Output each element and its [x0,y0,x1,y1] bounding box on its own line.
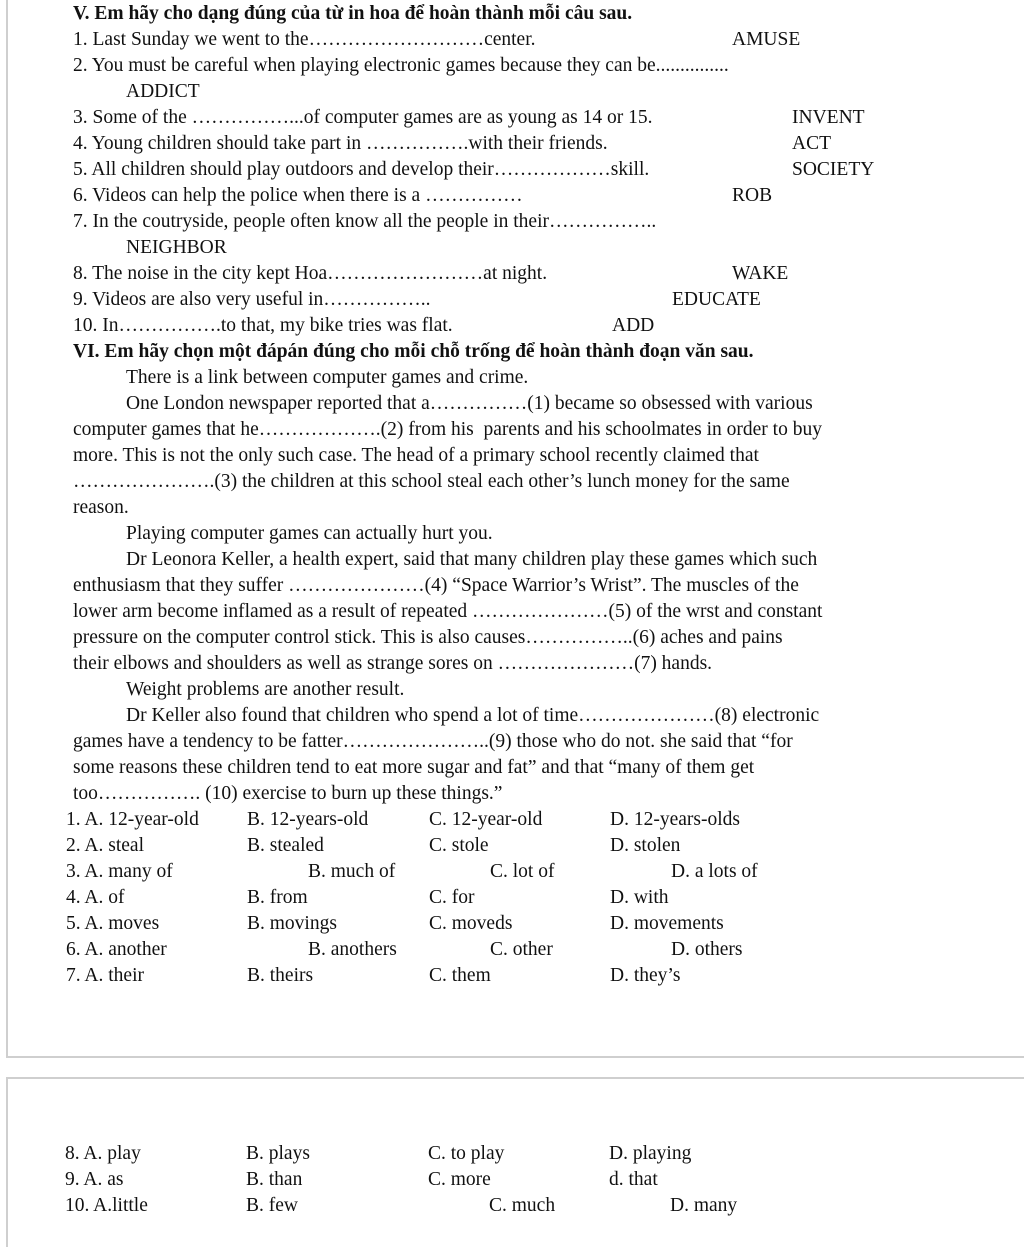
exercise-5-item-1: 1. Last Sunday we went to the………………………center. [73,29,536,50]
option-8c: C. to play [428,1143,505,1164]
exercise-5-item-5: 5. All children should play outdoors and develop their………………skill. [73,159,650,180]
exercise-5-word-10: ADD [612,315,655,336]
option-10c: C. much [489,1195,556,1216]
document-page-1 [6,0,1024,1058]
option-3b: B. much of [308,861,396,882]
option-5d: D. movements [610,913,724,934]
passage-line: games have a tendency to be fatter…………………..(9) those who do not. she said that “for [73,731,793,752]
passage-line: some reasons these children tend to eat more sugar and fat” and that “many of them get [73,757,755,778]
option-9a: 9. A. as [65,1169,124,1190]
exercise-5-word-2: ADDICT [126,81,200,102]
option-2c: C. stole [429,835,489,856]
option-1a: 1. A. 12-year-old [66,809,199,830]
exercise-5-item-2: 2. You must be careful when playing electronic games because they can be............... [73,55,729,76]
option-3c: C. lot of [490,861,555,882]
option-2a: 2. A. steal [66,835,144,856]
option-4b: B. from [247,887,308,908]
option-1d: D. 12-years-olds [610,809,740,830]
exercise-5-word-6: ROB [732,185,773,206]
passage-line: One London newspaper reported that a……………(1) became so obsessed with various [126,393,813,414]
passage-line: more. This is not the only such case. The head of a primary school recently claimed that [73,445,759,466]
option-4a: 4. A. of [66,887,125,908]
passage-line: There is a link between computer games and crime. [126,367,529,388]
exercise-5-word-8: WAKE [732,263,789,284]
section-6-heading: VI. Em hãy chọn một đápán đúng cho mỗi chỗ trống để hoàn thành đoạn văn sau. [73,341,754,362]
document-page-2 [6,1077,1024,1247]
exercise-5-item-4: 4. Young children should take part in …………….with their friends. [73,133,608,154]
option-6b: B. anothers [308,939,397,960]
exercise-5-word-5: SOCIETY [792,159,875,180]
option-4d: D. with [610,887,669,908]
option-7d: D. they’s [610,965,681,986]
option-1c: C. 12-year-old [429,809,543,830]
option-9b: B. than [246,1169,303,1190]
exercise-5-item-9: 9. Videos are also very useful in…………….. [73,289,431,310]
exercise-5-item-6: 6. Videos can help the police when there is a …………… [73,185,523,206]
exercise-5-word-7: NEIGHBOR [126,237,227,258]
option-3d: D. a lots of [671,861,758,882]
passage-line: Dr Leonora Keller, a health expert, said that many children play these games which such [126,549,818,570]
passage-line: their elbows and shoulders as well as strange sores on …………………(7) hands. [73,653,713,674]
exercise-5-word-4: ACT [792,133,831,154]
option-5c: C. moveds [429,913,513,934]
option-5a: 5. A. moves [66,913,160,934]
passage-line: lower arm become inflamed as a result of repeated …………………(5) of the wrst and constant [73,601,823,622]
exercise-5-word-1: AMUSE [732,29,801,50]
option-10d: D. many [670,1195,738,1216]
option-5b: B. movings [247,913,337,934]
exercise-5-word-9: EDUCATE [672,289,761,310]
passage-line: Weight problems are another result. [126,679,405,700]
option-6d: D. others [671,939,743,960]
option-6a: 6. A. another [66,939,167,960]
option-1b: B. 12-years-old [247,809,369,830]
option-3a: 3. A. many of [66,861,173,882]
option-6c: C. other [490,939,553,960]
passage-line: too……………. (10) exercise to burn up these things.” [73,783,503,804]
option-10a: 10. A.little [65,1195,148,1216]
passage-line: computer games that he……………….(2) from his parents and his schoolmates in order to buy [73,419,822,440]
option-4c: C. for [429,887,475,908]
exercise-5-item-7: 7. In the coutryside, people often know all the people in their…………….. [73,211,657,232]
option-2b: B. stealed [247,835,324,856]
option-7b: B. theirs [247,965,314,986]
option-8b: B. plays [246,1143,310,1164]
option-8a: 8. A. play [65,1143,141,1164]
passage-line: pressure on the computer control stick. This is also causes……………..(6) aches and pains [73,627,783,648]
exercise-5-item-3: 3. Some of the ……………...of computer games are as young as 14 or 15. [73,107,653,128]
option-8d: D. playing [609,1143,692,1164]
option-9d: d. that [609,1169,658,1190]
option-2d: D. stolen [610,835,681,856]
option-7a: 7. A. their [66,965,144,986]
passage-line: Playing computer games can actually hurt you. [126,523,493,544]
option-9c: C. more [428,1169,491,1190]
section-5-heading: V. Em hãy cho dạng đúng của từ in hoa để hoàn thành mỗi câu sau. [73,3,633,24]
passage-line: Dr Keller also found that children who spend a lot of time…………………(8) electronic [126,705,820,726]
exercise-5-item-10: 10. In…………….to that, my bike tries was flat. [73,315,453,336]
option-7c: C. them [429,965,491,986]
option-10b: B. few [246,1195,298,1216]
passage-line: ………………….(3) the children at this school steal each other’s lunch money for the same [73,471,790,492]
exercise-5-item-8: 8. The noise in the city kept Hoa……………………at night. [73,263,548,284]
exercise-5-word-3: INVENT [792,107,865,128]
passage-line: reason. [73,497,129,518]
passage-line: enthusiasm that they suffer …………………(4) “Space Warrior’s Wrist”. The muscles of the [73,575,799,596]
